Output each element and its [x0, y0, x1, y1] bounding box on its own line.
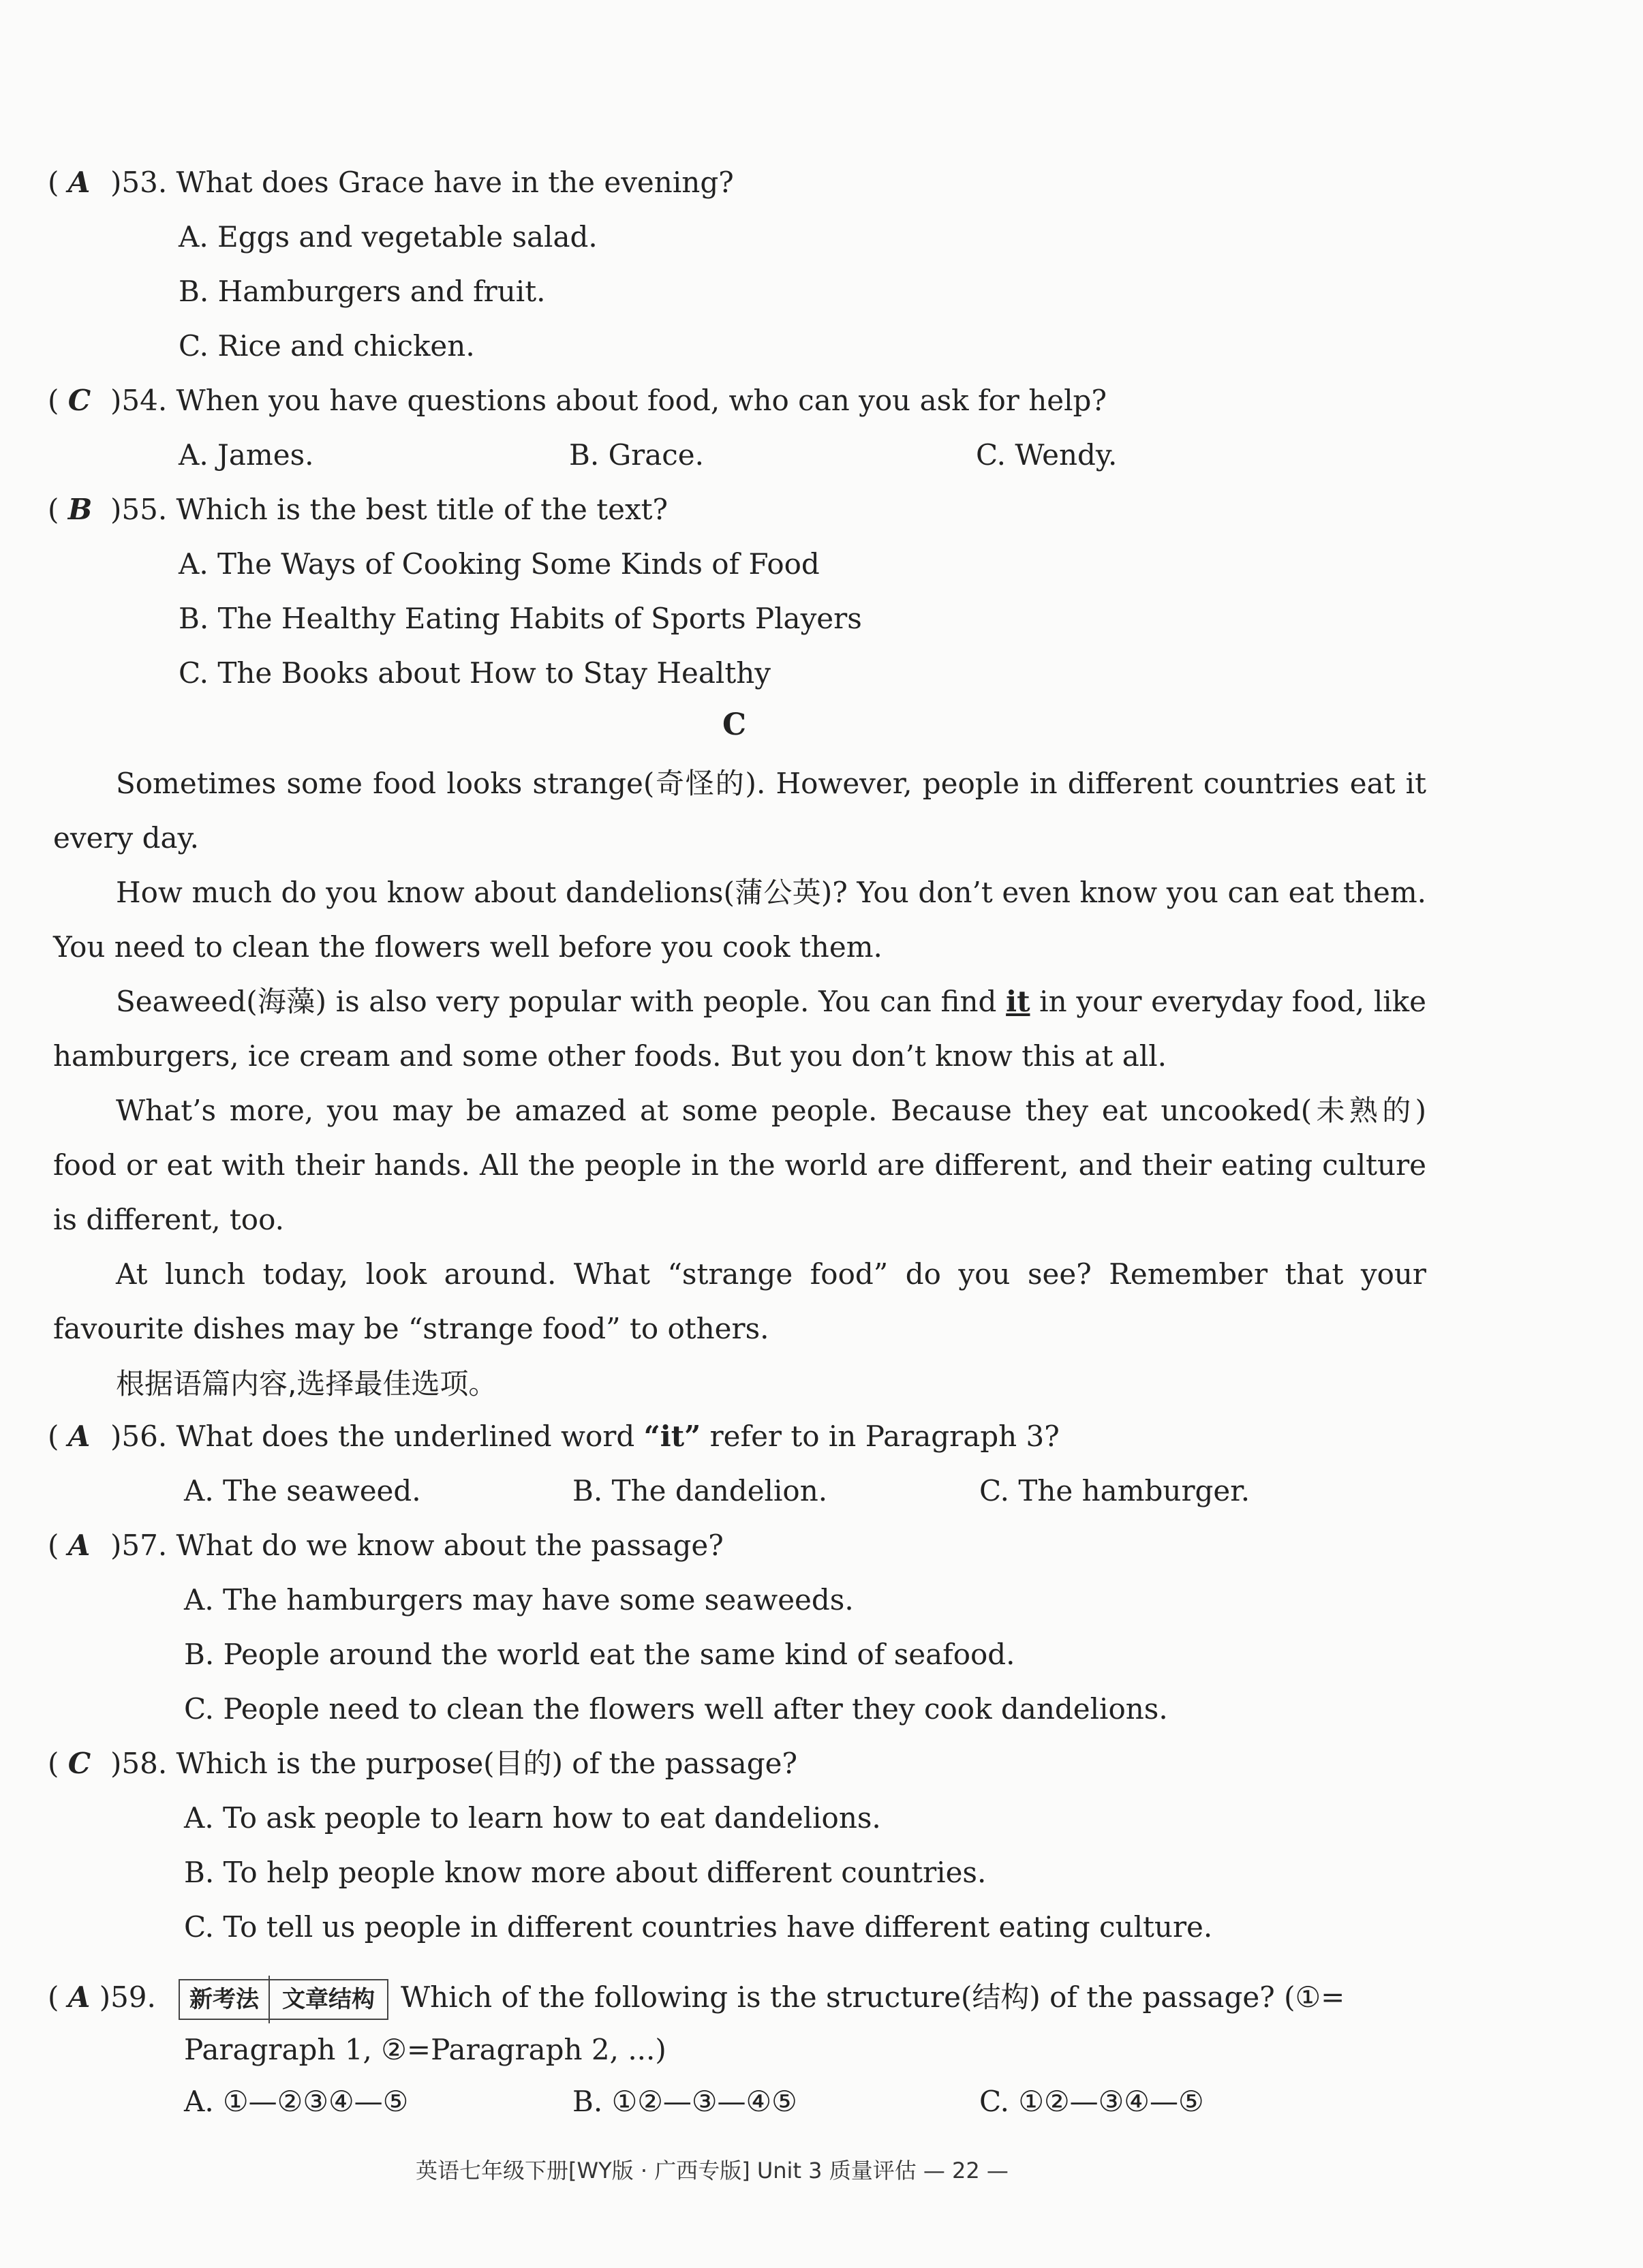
- q58-option-c: C. To tell us people in different countries have different eating culture.: [184, 1910, 1213, 1944]
- passage-paragraph-1: Sometimes some food looks strange(奇怪的). However, people in different countries eat it every day.: [53, 767, 1426, 855]
- answer-bracket: ( C: [48, 1747, 91, 1780]
- section-heading: C: [722, 707, 747, 742]
- q54-option-b: B. Grace.: [569, 438, 704, 472]
- q56-option-a: A. The seaweed.: [184, 1474, 421, 1507]
- q54-option-a: A. James.: [179, 438, 314, 472]
- q56-option-b: B. The dandelion.: [572, 1474, 828, 1507]
- passage-paragraph-2: How much do you know about dandelions(蒲公英)? You don’t even know you can eat them. You need to clean the flowers well before you cook them.: [53, 876, 1426, 964]
- passage-paragraph-4: What’s more, you may be amazed at some people. Because they eat uncooked(未熟的) food or eat with their hands. All the people in the world are different, and their eating culture is different, too.: [53, 1094, 1426, 1236]
- q59-option-c: C. ①②—③④—⑤: [979, 2085, 1204, 2118]
- question-57: ( A )57. What do we know about the passage?: [48, 1527, 724, 1565]
- q59-option-b: B. ①②—③—④⑤: [572, 2085, 797, 2118]
- q55-option-c: C. The Books about How to Stay Healthy: [179, 656, 771, 690]
- passage-paragraph-3: Seaweed(海藻) is also very popular with people. You can find it in your everyday food, like hamburgers, ice cream and some other foods. But you don’t know this at all.: [53, 985, 1426, 1073]
- q57-option-a: A. The hamburgers may have some seaweeds.: [184, 1583, 854, 1616]
- q53-option-a: A. Eggs and vegetable salad.: [179, 220, 598, 254]
- q59-stem-continued: Paragraph 1, ②=Paragraph 2, ...): [184, 2033, 666, 2066]
- q56-option-c: C. The hamburger.: [979, 1474, 1250, 1507]
- answer-bracket: ( A: [48, 1420, 91, 1453]
- answer-bracket: ( A )59.: [48, 1980, 156, 2014]
- question-55: ( B )55. Which is the best title of the text?: [48, 491, 668, 529]
- question-58: ( C )58. Which is the purpose(目的) of the passage?: [48, 1745, 797, 1783]
- answer-bracket: ( C: [48, 384, 91, 417]
- q53-option-c: C. Rice and chicken.: [179, 329, 475, 363]
- question-53: ( A )53. What does Grace have in the evening?: [48, 164, 734, 202]
- answer-bracket: ( B: [48, 493, 93, 526]
- q57-option-c: C. People need to clean the flowers well after they cook dandelions.: [184, 1692, 1168, 1726]
- instruction: 根据语篇内容,选择最佳选项。: [116, 1367, 497, 1400]
- q58-option-a: A. To ask people to learn how to eat dandelions.: [184, 1801, 881, 1835]
- q59-option-a: A. ①—②③④—⑤: [184, 2085, 409, 2118]
- q57-option-b: B. People around the world eat the same kind of seafood.: [184, 1638, 1015, 1671]
- q55-option-a: A. The Ways of Cooking Some Kinds of Food: [179, 547, 820, 581]
- question-59: ( A )59. 新考法 文章结构 Which of the following is the structure(结构) of the passage? (①=: [48, 1974, 1345, 2021]
- q55-option-b: B. The Healthy Eating Habits of Sports Players: [179, 602, 862, 635]
- question-tag: 新考法 文章结构: [179, 1979, 388, 2020]
- page-footer: 英语七年级下册[WY版 · 广西专版] Unit 3 质量评估 — 22 —: [416, 2158, 1009, 2183]
- question-54: ( C )54. When you have questions about food, who can you ask for help?: [48, 382, 1107, 420]
- underlined-word: it: [1006, 985, 1030, 1018]
- passage-paragraph-5: At lunch today, look around. What “strange food” do you see? Remember that your favourite dishes may be “strange food” to others.: [53, 1257, 1426, 1345]
- answer-bracket: ( A: [48, 166, 91, 199]
- answer-bracket: ( A: [48, 1529, 91, 1562]
- q53-option-b: B. Hamburgers and fruit.: [179, 275, 546, 308]
- question-56: ( A )56. What does the underlined word “it” refer to in Paragraph 3?: [48, 1418, 1060, 1456]
- q54-option-c: C. Wendy.: [976, 438, 1118, 472]
- q58-option-b: B. To help people know more about different countries.: [184, 1856, 987, 1889]
